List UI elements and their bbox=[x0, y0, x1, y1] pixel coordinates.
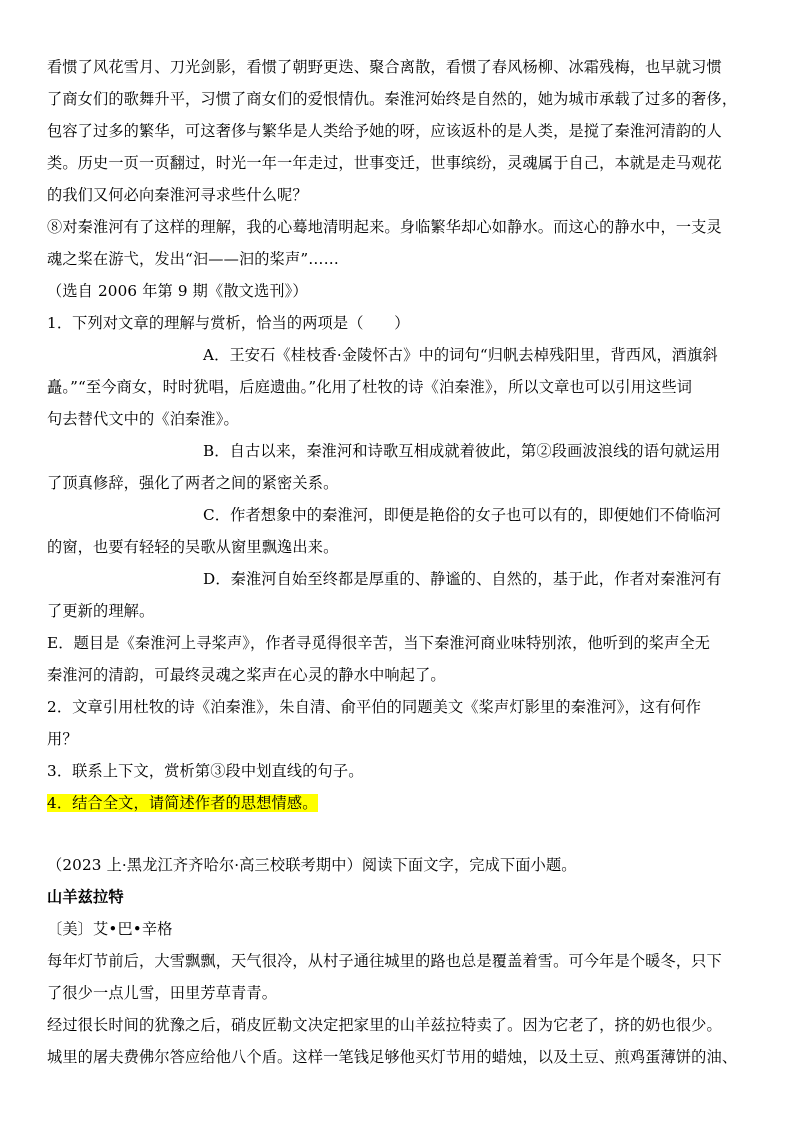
option-a-line: 矗。”“至今商女，时时犹唱，后庭遗曲。”化用了杜牧的诗《泊秦淮》，所以文章也可以引用这些词 bbox=[47, 378, 693, 396]
document-page bbox=[47, 51, 757, 1073]
option-a-line: A．王安石《桂枝香·金陵怀古》中的词句“归帆去棹残阳里，背西风，酒旗斜 bbox=[203, 346, 718, 364]
option-b-line: B．自古以来，秦淮河和诗歌互相成就着彼此，第②段画波浪线的语句就运用 bbox=[203, 442, 721, 460]
passage-line: 包容了过多的繁华，可这奢侈与繁华是人类给予她的呀，应该返朴的是人类，是搅了秦淮河清韵的人 bbox=[47, 122, 722, 140]
story-paragraph-line: 经过很长时间的犹豫之后，硝皮匠勒文决定把家里的山羊兹拉特卖了。因为它老了，挤的奶也很少。 bbox=[47, 1016, 722, 1034]
passage-line: ⑧对秦淮河有了这样的理解，我的心蓦地清明起来。身临繁华却心如静水。而这心的静水中，一支灵 bbox=[47, 218, 722, 236]
passage-line: 魂之桨在游弋，发出“汩——汩的桨声”…… bbox=[47, 250, 339, 268]
option-c-line: 的窗，也要有轻轻的吴歌从窗里飘逸出来。 bbox=[47, 538, 339, 556]
story-paragraph-line: 了很少一点儿雪，田里芳草青青。 bbox=[47, 984, 278, 1002]
story-title: 山羊兹拉特 bbox=[47, 888, 124, 906]
passage-line: 看惯了风花雪月、刀光剑影，看惯了朝野更迭、聚合离散，看惯了春风杨柳、冰霜残梅，也早就习惯 bbox=[47, 58, 722, 76]
option-e-line: E．题目是《秦淮河上寻桨声》，作者寻觅得很辛苦，当下秦淮河商业味特别浓，他听到的桨声全无 bbox=[47, 634, 711, 652]
option-e-line: 秦淮河的清韵，可最终灵魂之桨声在心灵的静水中响起了。 bbox=[47, 666, 446, 684]
passage-line: 类。历史一页一页翻过，时光一年一年走过，世事变迁，世事缤纷，灵魂属于自己，本就是走马观花 bbox=[47, 154, 722, 172]
next-section-intro: （2023 上·黑龙江齐齐哈尔·高三校联考期中）阅读下面文字，完成下面小题。 bbox=[47, 856, 577, 874]
option-c-line: C．作者想象中的秦淮河，即便是艳俗的女子也可以有的，即便她们不倚临河 bbox=[203, 506, 721, 524]
passage-line: 的我们又何必向秦淮河寻求些什么呢？ bbox=[47, 186, 308, 204]
option-b-line: 了顶真修辞，强化了两者之间的紧密关系。 bbox=[47, 474, 339, 492]
passage-line: 了商女们的歌舞升平，习惯了商女们的爱恨情仇。秦淮河始终是自然的，她为城市承载了过多的奢侈， bbox=[47, 90, 738, 108]
option-d-line: 了更新的理解。 bbox=[47, 602, 155, 620]
question-1-stem: 1．下列对文章的理解与赏析，恰当的两项是（ ） bbox=[47, 314, 410, 332]
question-3: 3．联系上下文，赏析第③段中划直线的句子。 bbox=[47, 762, 364, 780]
option-a-line: 句去替代文中的《泊秦淮》。 bbox=[47, 410, 239, 428]
question-2: 2．文章引用杜牧的诗《泊秦淮》，朱自清、俞平伯的同题美文《桨声灯影里的秦淮河》，这有何作 bbox=[47, 698, 702, 716]
option-d-line: D．秦淮河自始至终都是厚重的、静谧的、自然的，基于此，作者对秦淮河有 bbox=[203, 570, 722, 588]
question-4-highlight: 4．结合全文，请简述作者的思想情感。 bbox=[47, 794, 318, 812]
story-paragraph-line: 每年灯节前后，大雪飘飘，天气很冷，从村子通往城里的路也总是覆盖着雪。可今年是个暖冬，只下 bbox=[47, 952, 722, 970]
story-paragraph-line: 城里的屠夫费佛尔答应给他八个盾。这样一笔钱足够他买灯节用的蜡烛，以及土豆、煎鸡蛋薄饼的油、 bbox=[47, 1048, 738, 1066]
source-citation: （选自 2006 年第 9 期《散文选刊》） bbox=[47, 282, 308, 300]
question-2: 用？ bbox=[47, 730, 78, 748]
story-author: 〔美〕艾•巴•辛格 bbox=[47, 920, 173, 938]
section-spacer bbox=[47, 819, 757, 849]
question-4 bbox=[47, 787, 757, 819]
